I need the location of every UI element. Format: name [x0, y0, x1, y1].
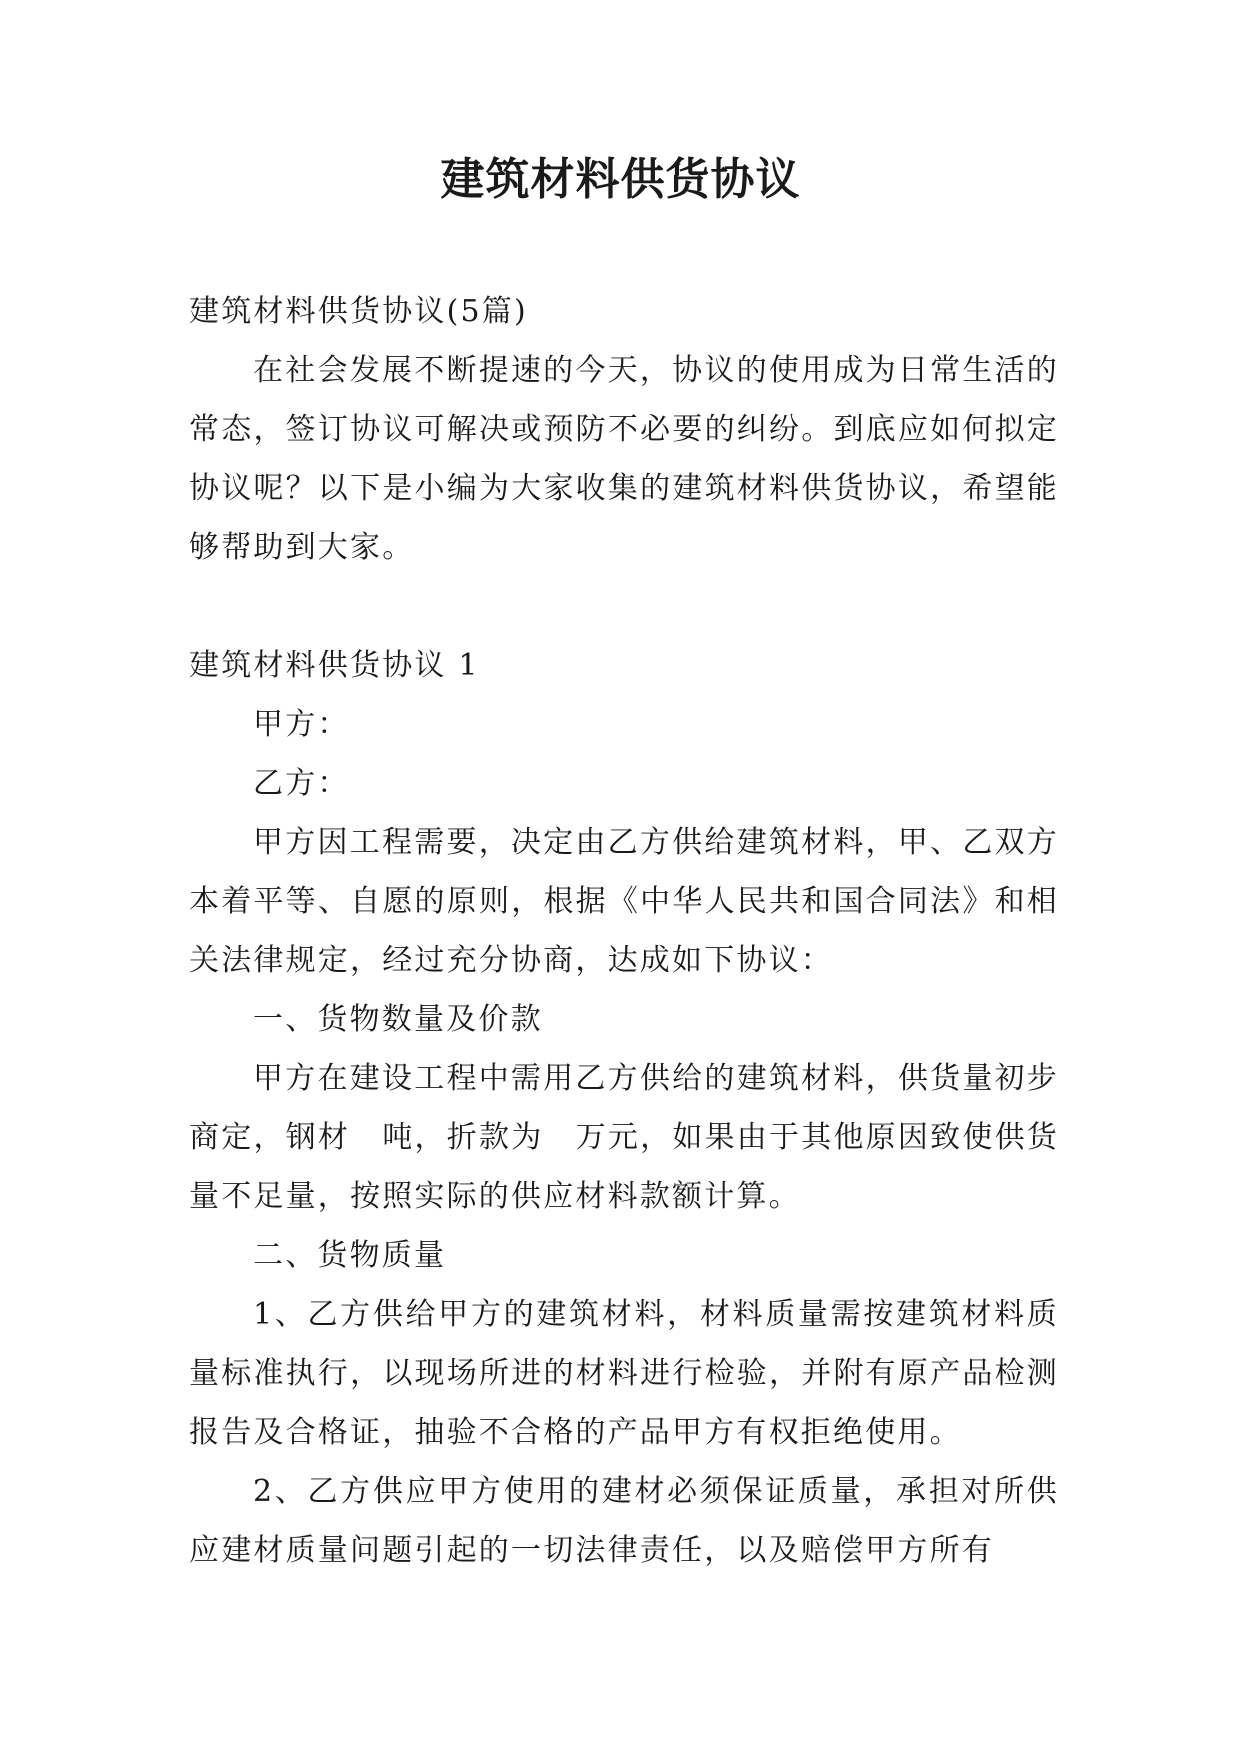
section-heading: 建筑材料供货协议 1: [189, 648, 480, 683]
clause-1-text: 甲方在建设工程中需用乙方供给的建筑材料，供货量初步商定，钢材 吨，折款为 万元，如果由于其他原因致使供货量不足量，按照实际的供应材料款额计算。: [189, 1061, 1059, 1214]
intro-paragraph: 在社会发展不断提速的今天，协议的使用成为日常生活的常态，签订协议可解决或预防不必要的纠纷。到底应如何拟定协议呢？以下是小编为大家收集的建筑材料供货协议，希望能够帮助到大家。: [189, 353, 1059, 565]
party-b-line: 乙方：: [253, 766, 350, 801]
document-subtitle: 建筑材料供货协议(5篇): [189, 294, 528, 329]
clause-2-item-1: 1、乙方供给甲方的建筑材料，材料质量需按建筑材料质量标准执行，以现场所进的材料进行检验，并附有原产品检测报告及合格证，抽验不合格的产品甲方有权拒绝使用。: [189, 1297, 1059, 1450]
document-title: 建筑材料供货协议: [440, 154, 801, 205]
clause-2-title: 二、货物质量: [253, 1238, 447, 1273]
document-body: [189, 282, 1059, 1580]
preamble-paragraph: 甲方因工程需要，决定由乙方供给建筑材料，甲、乙双方本着平等、自愿的原则，根据《中华人民共和国合同法》和相关法律规定，经过充分协商，达成如下协议：: [189, 825, 1059, 978]
clause-2-item-2: 2、乙方供应甲方使用的建材必须保证质量，承担对所供应建材质量问题引起的一切法律责任，以及赔偿甲方所有: [189, 1474, 1059, 1568]
clause-1-title: 一、货物数量及价款: [253, 1002, 543, 1037]
party-a-line: 甲方：: [253, 707, 350, 742]
paragraph-gap: [189, 577, 1059, 636]
